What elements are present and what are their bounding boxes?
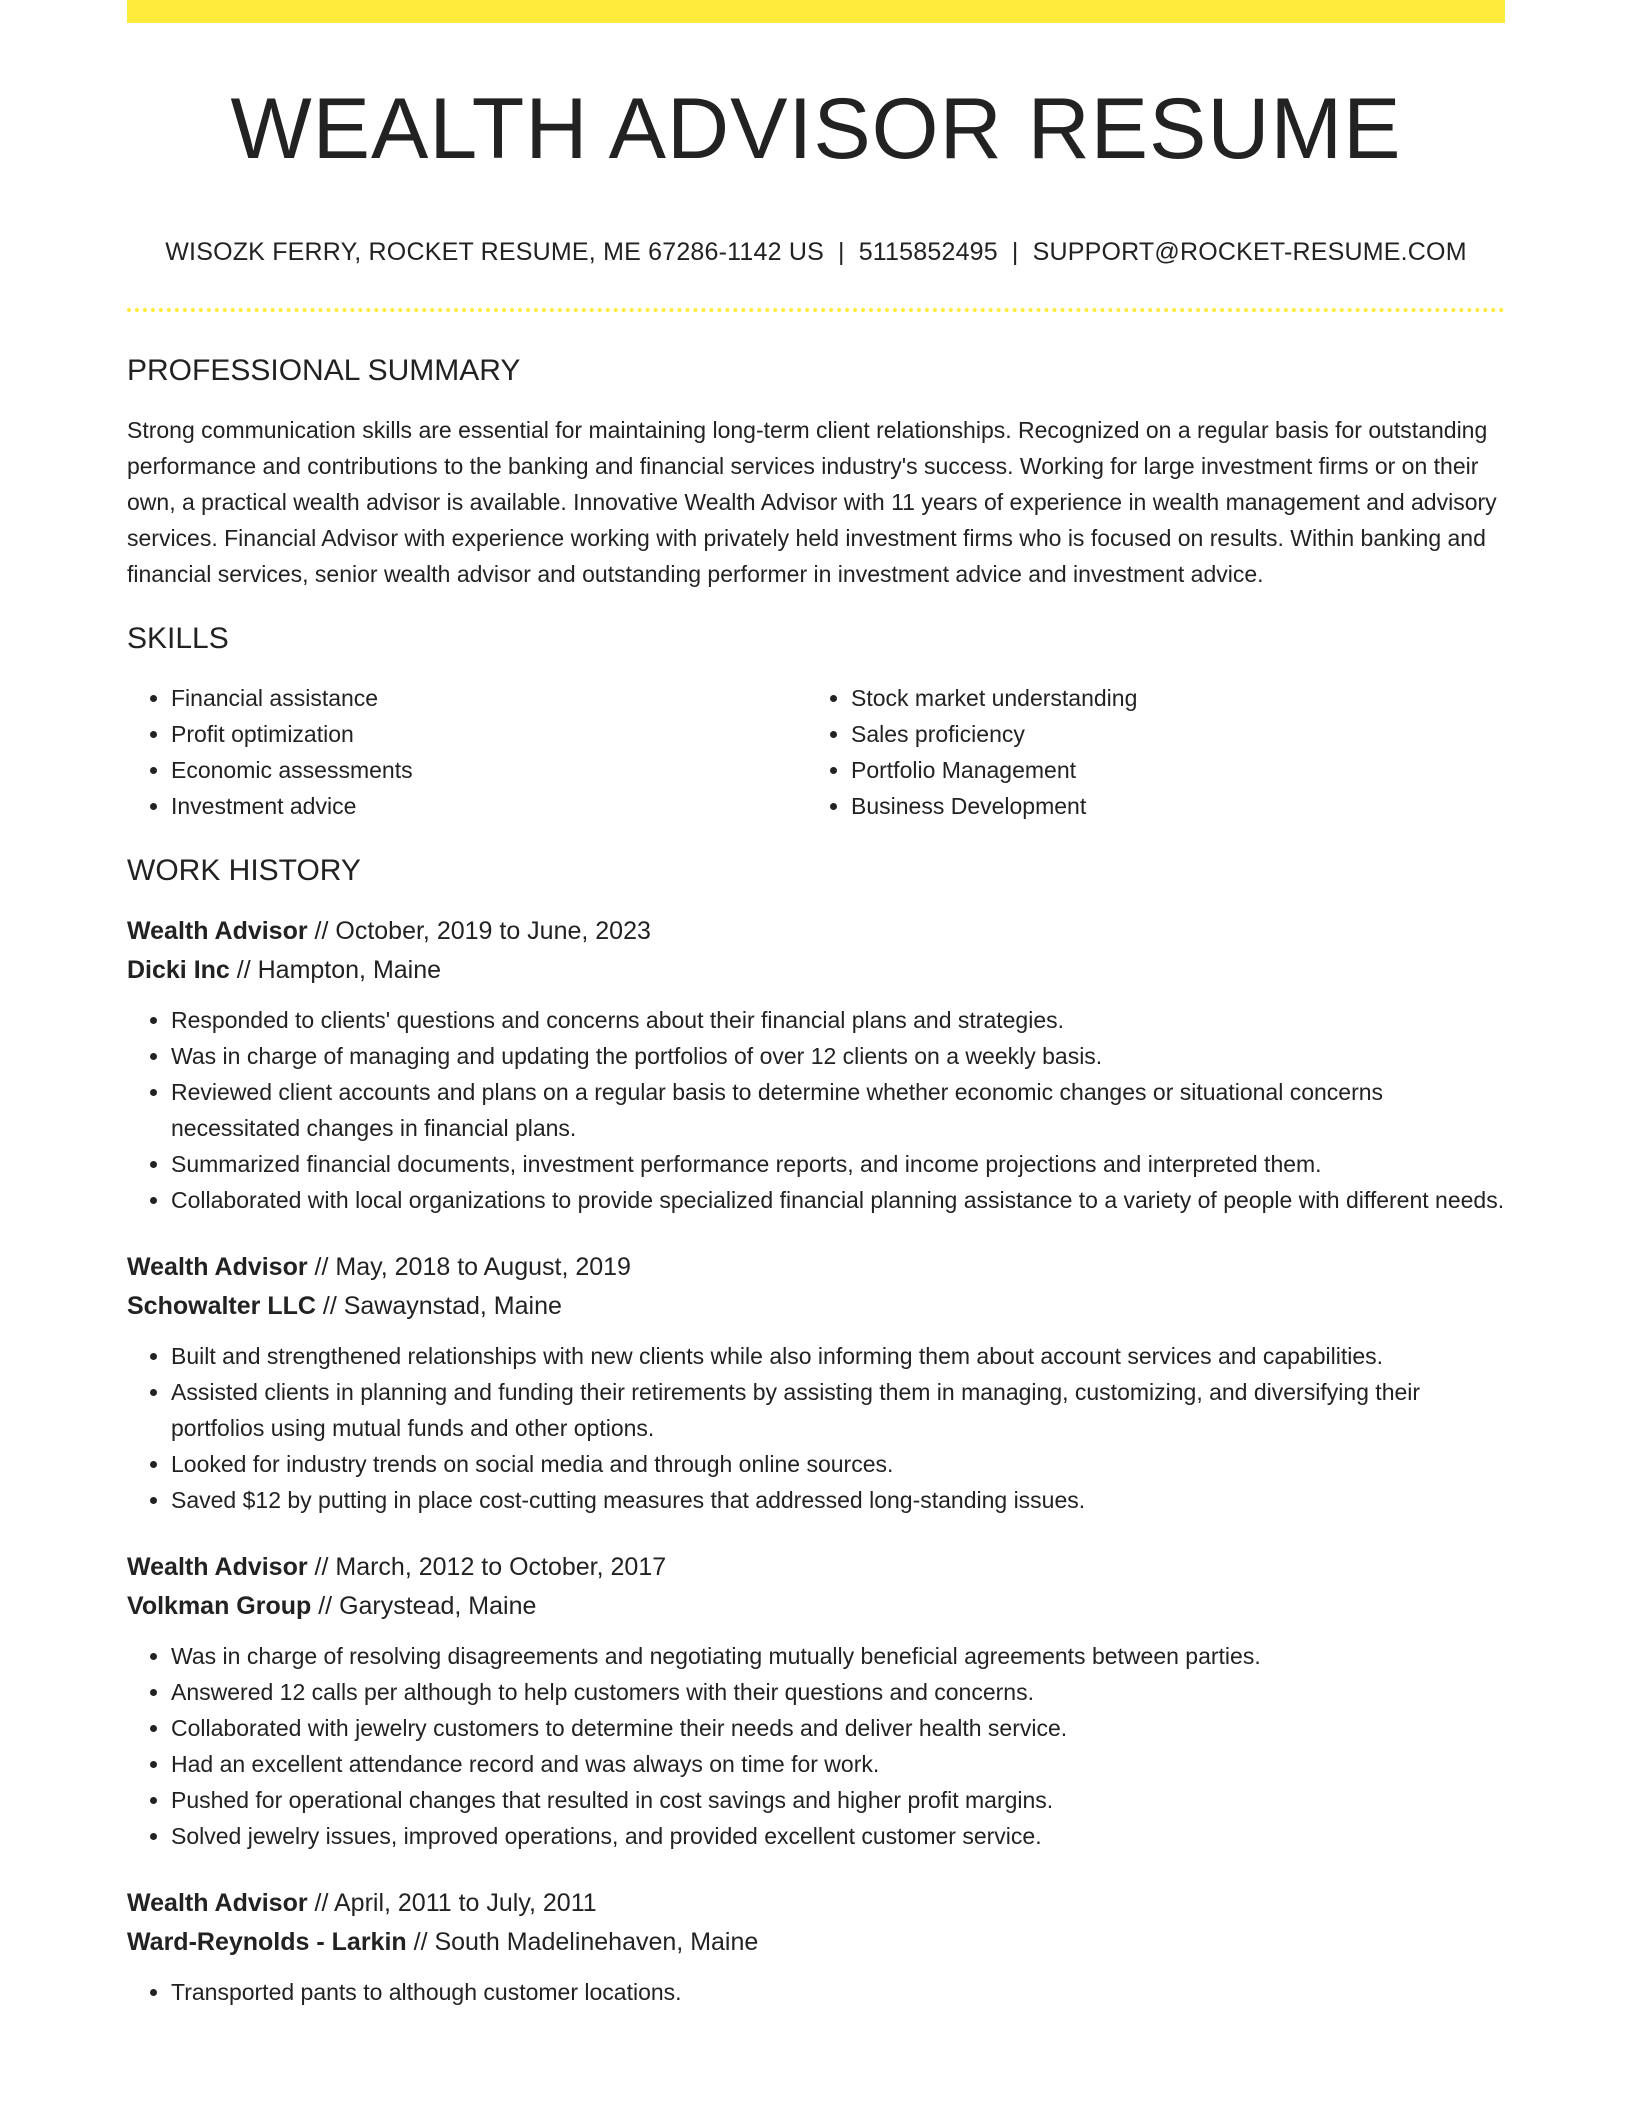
job-bullet: • Was in charge of managing and updating the portfolios of over 12 clients on a weekly basis.	[171, 1038, 1505, 1074]
dotted-divider	[127, 308, 1505, 312]
job-bullet: • Collaborated with local organizations to provide specialized financial planning assistance to a variety of people with different needs.	[171, 1182, 1505, 1218]
skill-item: • Portfolio Management	[851, 752, 1487, 788]
skills-list-right	[807, 680, 1487, 824]
job-dates: // April, 2011 to July, 2011	[307, 1889, 597, 1917]
contact-separator: |	[1011, 238, 1019, 266]
job-entry	[127, 912, 1505, 1218]
job-title-line	[127, 1884, 1505, 1923]
contact-email: SUPPORT@ROCKET-RESUME.COM	[1032, 238, 1467, 266]
job-location: // Hampton, Maine	[229, 956, 442, 984]
job-bullet: • Transported pants to although customer locations.	[171, 1974, 1505, 2010]
job-company: Ward-Reynolds - Larkin	[127, 1928, 407, 1956]
skill-item: • Business Development	[851, 788, 1487, 824]
job-bullet: • Had an excellent attendance record and was always on time for work.	[171, 1746, 1505, 1782]
skill-item: • Investment advice	[171, 788, 807, 824]
contact-address: WISOZK FERRY, ROCKET RESUME, ME 67286-1142 US	[165, 238, 824, 266]
job-bullet: • Looked for industry trends on social media and through online sources.	[171, 1446, 1505, 1482]
work-heading: WORK HISTORY	[127, 854, 361, 887]
job-entry	[127, 1248, 1505, 1518]
job-title-line	[127, 1548, 1505, 1587]
job-company: Dicki Inc	[127, 956, 230, 984]
work-section	[127, 854, 1505, 2010]
job-location: // Garystead, Maine	[311, 1592, 537, 1620]
job-location: // Sawaynstad, Maine	[315, 1292, 562, 1320]
job-company: Volkman Group	[127, 1592, 312, 1620]
job-bullet: • Saved $12 by putting in place cost-cutting measures that addressed long-standing issues.	[171, 1482, 1505, 1518]
job-company-line	[127, 1587, 1505, 1626]
job-bullet: • Pushed for operational changes that resulted in cost savings and higher profit margins.	[171, 1782, 1505, 1818]
summary-section	[127, 354, 1505, 592]
job-bullets	[127, 1338, 1505, 1518]
resume-title: WEALTH ADVISOR RESUME	[230, 81, 1402, 177]
contact-separator: |	[838, 238, 845, 266]
job-title: Wealth Advisor	[127, 1253, 308, 1281]
job-bullet: • Solved jewelry issues, improved operations, and provided excellent customer service.	[171, 1818, 1505, 1854]
job-bullets	[127, 1002, 1505, 1218]
job-bullet: • Reviewed client accounts and plans on a regular basis to determine whether economic changes or situational concerns necessitated changes in financial plans.	[171, 1074, 1505, 1146]
skills-heading: SKILLS	[127, 622, 229, 655]
job-title: Wealth Advisor	[127, 1553, 308, 1581]
job-location: // South Madelinehaven, Maine	[406, 1928, 759, 1956]
job-title: Wealth Advisor	[127, 917, 308, 945]
skill-item: • Financial assistance	[171, 680, 807, 716]
job-dates: // May, 2018 to August, 2019	[307, 1253, 631, 1281]
summary-text: Strong communication skills are essential for maintaining long-term client relationships. Recognized on a regular basis for outstanding performance and contributions to the banking and financial services industry's success. Working for large investment firms or on their own, a practical wealth advisor is available. Innovative Wealth Advisor with 11 years of experience in wealth management and advisory services. Financial Advisor with experience working with privately held investment firms who is focused on results. Within banking and financial services, senior wealth advisor and outstanding performer in investment advice and investment advice.	[127, 417, 1497, 587]
job-dates: // October, 2019 to June, 2023	[307, 917, 651, 945]
job-entry	[127, 1884, 1505, 2010]
job-bullet: • Assisted clients in planning and funding their retirements by assisting them in managing, customizing, and diversifying their portfolios using mutual funds and other options.	[171, 1374, 1505, 1446]
summary-heading: PROFESSIONAL SUMMARY	[127, 354, 521, 387]
job-company-line	[127, 951, 1505, 990]
job-bullet: • Built and strengthened relationships with new clients while also informing them about account services and capabilities.	[171, 1338, 1505, 1374]
job-bullet: • Answered 12 calls per although to help customers with their questions and concerns.	[171, 1674, 1505, 1710]
job-title: Wealth Advisor	[127, 1889, 308, 1917]
skill-item: • Sales proficiency	[851, 716, 1487, 752]
job-title-line	[127, 912, 1505, 951]
job-bullet: • Summarized financial documents, investment performance reports, and income projections and interpreted them.	[171, 1146, 1505, 1182]
job-dates: // March, 2012 to October, 2017	[307, 1553, 667, 1581]
contact-phone: 5115852495	[858, 238, 998, 266]
job-title-line	[127, 1248, 1505, 1287]
job-company: Schowalter LLC	[127, 1292, 316, 1320]
job-company-line	[127, 1287, 1505, 1326]
skill-item: • Profit optimization	[171, 716, 807, 752]
skill-item: • Stock market understanding	[851, 680, 1487, 716]
job-bullet: • Was in charge of resolving disagreements and negotiating mutually beneficial agreements between parties.	[171, 1638, 1505, 1674]
job-bullet: • Responded to clients' questions and concerns about their financial plans and strategies.	[171, 1002, 1505, 1038]
job-bullet: • Collaborated with jewelry customers to determine their needs and deliver health service.	[171, 1710, 1505, 1746]
job-company-line	[127, 1923, 1505, 1962]
skills-list-left	[127, 680, 807, 824]
job-bullets	[127, 1638, 1505, 1854]
resume-content	[127, 354, 1505, 2040]
contact-line	[127, 238, 1505, 267]
job-bullets	[127, 1974, 1505, 2010]
skill-item: • Economic assessments	[171, 752, 807, 788]
skills-section	[127, 622, 1505, 824]
job-entry	[127, 1548, 1505, 1854]
top-accent-bar	[127, 0, 1505, 23]
skills-columns	[127, 680, 1505, 824]
